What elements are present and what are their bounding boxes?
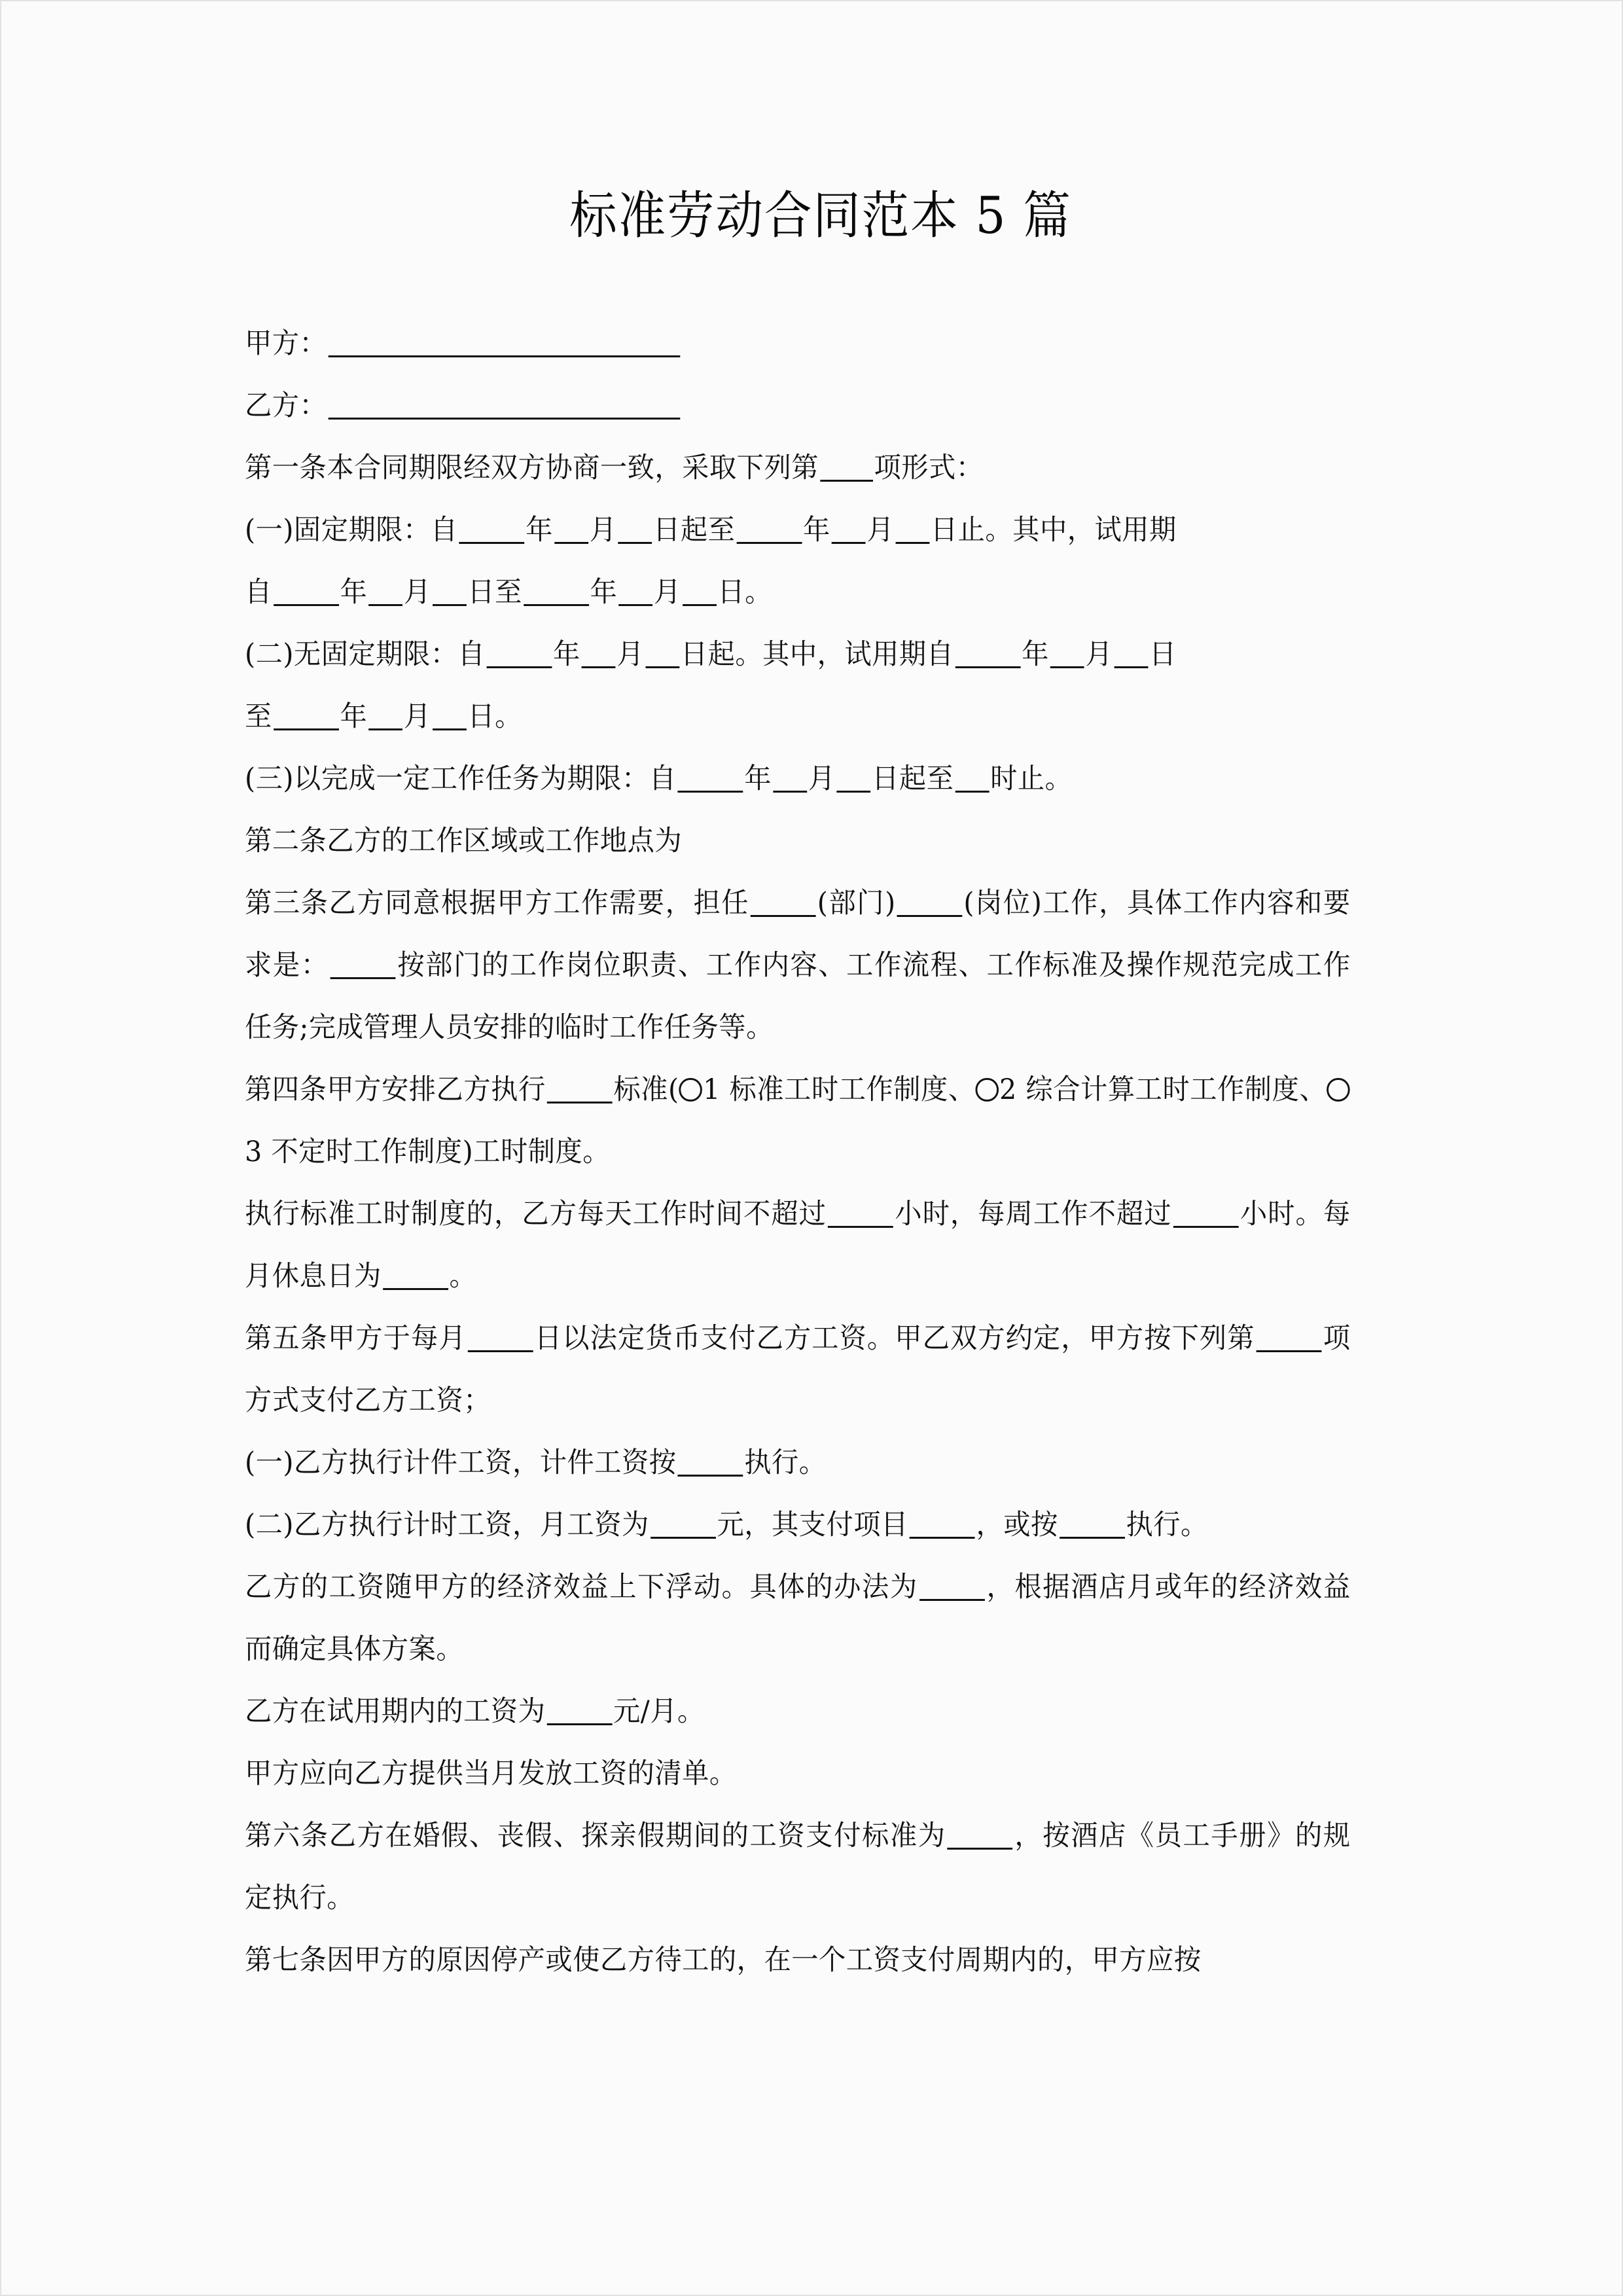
article-3-post-blank[interactable] xyxy=(897,888,963,917)
article-4-s2: 标准( xyxy=(613,1073,679,1106)
article-4-opt3-num: 3 xyxy=(245,1135,262,1168)
item-3-s2: 年 xyxy=(744,762,772,795)
article-5-item2-s4: 执行。 xyxy=(1126,1508,1208,1541)
item-1-month-blank[interactable] xyxy=(554,515,588,544)
probation-s1: 乙方在试用期内的工资为 xyxy=(245,1695,546,1728)
article-6-s1: 第六条乙方在婚假、丧假、探亲假期间的工资支付标准为 xyxy=(245,1819,946,1852)
item-2-day2-blank[interactable] xyxy=(1114,639,1148,668)
article-1-item-2-line2 xyxy=(245,686,1351,748)
article-5-item2-s3: ，或按 xyxy=(976,1508,1058,1541)
article-1-option-blank[interactable] xyxy=(820,453,873,482)
item-2-month-blank[interactable] xyxy=(582,639,616,668)
pay-items-blank[interactable] xyxy=(910,1510,975,1539)
item-2-s7: 日 xyxy=(1149,637,1177,671)
article-1-lead-after: 项形式： xyxy=(874,451,984,484)
article-1-lead xyxy=(245,437,1351,499)
article-5-payslip: 甲方应向乙方提供当月发放工资的清单。 xyxy=(245,1757,737,1790)
article-4 xyxy=(245,1059,1351,1183)
circle-option-icon[interactable] xyxy=(679,1078,702,1102)
item-2-l2-year-blank[interactable] xyxy=(274,702,339,730)
article-4-opt2-text: 综合计算工时工作制度、 xyxy=(1016,1073,1327,1106)
item-1-l2-year2-blank[interactable] xyxy=(524,577,589,606)
article-4-opt1-text: 标准工时工作制度、 xyxy=(720,1073,976,1106)
article-5-item1-s2: 执行。 xyxy=(744,1446,827,1479)
item-1-l2-s6: 月 xyxy=(653,575,681,609)
article-4-p2-s2: 小时，每周工作不超过 xyxy=(894,1197,1172,1230)
item-1-s5: 年 xyxy=(803,513,830,547)
article-3-content-blank[interactable] xyxy=(330,950,396,979)
item-1-s3: 月 xyxy=(589,513,617,547)
item-1-l2-year-blank[interactable] xyxy=(274,577,339,606)
article-5-s1: 第五条甲方于每月 xyxy=(245,1321,467,1355)
probation-wage-blank[interactable] xyxy=(546,1696,612,1725)
article-1-item-1-line2 xyxy=(245,562,1351,624)
item-1-s2: 年 xyxy=(526,513,553,547)
article-5-item-2 xyxy=(245,1494,1351,1556)
item-2-prefix: (二)无固定期限 xyxy=(245,637,431,671)
item-3-s5: 时止。 xyxy=(990,762,1073,795)
item-1-l2-day2-blank[interactable] xyxy=(683,577,717,606)
party-b-blank[interactable] xyxy=(328,391,680,420)
article-3 xyxy=(245,872,1351,1059)
item-3-s4: 日起至 xyxy=(872,762,954,795)
circle-option-icon[interactable] xyxy=(976,1078,999,1102)
article-4-p2-s4: 。 xyxy=(449,1259,477,1293)
article-3-s4: 按部门的工作岗位职责、工作内容、工作流程、工作标准及操作规范完成工作任务;完成管理人员安排的临时工作任务等。 xyxy=(245,948,1351,1044)
article-4-s1: 第四条甲方安排乙方执行 xyxy=(245,1073,546,1106)
article-5 xyxy=(245,1308,1351,1432)
pay-basis-blank[interactable] xyxy=(1060,1510,1125,1539)
article-4-standard-blank[interactable] xyxy=(547,1075,613,1103)
article-3-s1: 第三条乙方同意根据甲方工作需要，担任 xyxy=(245,886,750,920)
article-5-float xyxy=(245,1556,1351,1681)
party-a-label: 甲方： xyxy=(245,327,327,360)
item-3-day-blank[interactable] xyxy=(836,764,870,793)
item-1-l2-s7: 日。 xyxy=(717,575,772,609)
article-4-p2-s3: 小时。每月休息日为 xyxy=(245,1197,1351,1293)
item-2-s2: 年 xyxy=(552,637,580,671)
item-2-s3: 月 xyxy=(616,637,645,671)
item-2-l2-s4: 日。 xyxy=(467,700,522,733)
party-b-label: 乙方： xyxy=(245,389,327,422)
item-1-l2-s5: 年 xyxy=(590,575,618,609)
item-2-l2-day-blank[interactable] xyxy=(433,702,467,730)
item-1-l2-s3: 月 xyxy=(403,575,431,609)
article-3-s2: (部门) xyxy=(817,886,896,920)
item-2-s6: 月 xyxy=(1085,637,1113,671)
item-1-month2-blank[interactable] xyxy=(832,515,866,544)
item-2-s4: 日起。其中，试用期自 xyxy=(680,637,954,671)
item-1-l2-s4: 日至 xyxy=(467,575,522,609)
article-5-s3: 项方式支付乙方工资； xyxy=(245,1321,1351,1417)
item-3-year-blank[interactable] xyxy=(678,764,743,793)
article-6 xyxy=(245,1805,1351,1929)
item-2-s1: ：自 xyxy=(430,637,486,671)
item-1-day2-blank[interactable] xyxy=(895,515,929,544)
item-2-month2-blank[interactable] xyxy=(1050,639,1084,668)
article-5-item2-s1: (二)乙方执行计时工资，月工资为 xyxy=(245,1508,649,1541)
item-1-year2-blank[interactable] xyxy=(736,515,802,544)
document-body xyxy=(245,1,1397,1992)
article-6-s2: ，按酒店《员工手册》的规定执行。 xyxy=(245,1819,1351,1914)
page-title: 标准劳动合同范本 5 篇 xyxy=(569,187,1072,245)
daily-hours-blank[interactable] xyxy=(828,1199,893,1228)
rest-days-blank[interactable] xyxy=(383,1261,448,1290)
article-7: 第七条因甲方的原因停产或使乙方待工的，在一个工资支付周期内的，甲方应按 xyxy=(245,1943,1202,1977)
item-1-s4: 日起至 xyxy=(653,513,736,547)
circle-option-icon[interactable] xyxy=(1327,1078,1349,1102)
pay-method-blank[interactable] xyxy=(1257,1323,1322,1352)
article-5-item1-s1: (一)乙方执行计件工资，计件工资按 xyxy=(245,1446,677,1479)
item-2-year-blank[interactable] xyxy=(486,639,552,668)
article-1-lead-before: 第一条本合同期限经双方协商一致，采取下列第 xyxy=(245,451,819,484)
item-3-time-blank[interactable] xyxy=(955,764,989,793)
item-1-l2-month2-blank[interactable] xyxy=(618,577,652,606)
item-2-year2-blank[interactable] xyxy=(955,639,1020,668)
item-1-l2-day-blank[interactable] xyxy=(433,577,467,606)
item-3-s3: 月 xyxy=(808,762,836,795)
item-1-day-blank[interactable] xyxy=(618,515,652,544)
party-a-blank[interactable] xyxy=(328,329,680,357)
item-2-s5: 年 xyxy=(1022,637,1049,671)
item-3-month-blank[interactable] xyxy=(773,764,807,793)
item-1-year-blank[interactable] xyxy=(459,515,524,544)
article-3-dept-blank[interactable] xyxy=(751,888,816,917)
article-5-float-s1: 乙方的工资随甲方的经济效益上下浮动。具体的办法为 xyxy=(245,1570,918,1604)
article-4-p2-s1: 执行标准工时制度的，乙方每天工作时间不超过 xyxy=(245,1197,827,1230)
probation-s2: 元/月。 xyxy=(613,1695,705,1728)
payday-blank[interactable] xyxy=(468,1323,533,1352)
party-a-line xyxy=(245,313,1351,375)
article-5-probation-wage xyxy=(245,1681,1351,1743)
article-1-item-3 xyxy=(245,748,1351,810)
article-3-s3: (岗位)工作，具体工作内容和要求是： xyxy=(245,886,1351,982)
weekly-hours-blank[interactable] xyxy=(1173,1199,1239,1228)
item-1-s6: 月 xyxy=(866,513,895,547)
article-1-item-1 xyxy=(245,499,1351,562)
item-2-l2-s2: 年 xyxy=(340,700,368,733)
item-1-l2-month-blank[interactable] xyxy=(368,577,402,606)
float-method-blank[interactable] xyxy=(919,1572,985,1601)
contract-body xyxy=(245,313,1397,1992)
article-5-item2-s2: 元，其支付项目 xyxy=(717,1508,908,1541)
party-b-line xyxy=(245,375,1351,437)
article-5-float-s2: ，根据酒店月或年的经济效益而确定具体方案。 xyxy=(245,1570,1351,1666)
article-1-item-2 xyxy=(245,624,1351,686)
item-1-l2-s2: 年 xyxy=(340,575,368,609)
item-1-prefix: (一)固定期限 xyxy=(245,513,403,547)
item-2-l2-s1: 至 xyxy=(245,700,272,733)
item-3-prefix: (三)以完成一定工作任务为期限：自 xyxy=(245,762,677,795)
piece-rate-blank[interactable] xyxy=(678,1448,743,1477)
item-2-l2-month-blank[interactable] xyxy=(368,702,402,730)
article-4-opt1-num: 1 xyxy=(703,1073,721,1106)
leave-wage-blank[interactable] xyxy=(947,1821,1012,1850)
article-4-opt2-num: 2 xyxy=(999,1073,1017,1106)
item-1-s1: ：自 xyxy=(402,513,458,547)
article-5-s2: 日以法定货币支付乙方工资。甲乙双方约定，甲方按下列第 xyxy=(534,1321,1255,1355)
monthly-wage-blank[interactable] xyxy=(651,1510,716,1539)
item-1-s7: 日止。其中，试用期 xyxy=(930,513,1177,547)
article-4-hours xyxy=(245,1183,1351,1308)
item-2-day-blank[interactable] xyxy=(645,639,679,668)
item-2-l2-s3: 月 xyxy=(403,700,431,733)
article-2: 第二条乙方的工作区域或工作地点为 xyxy=(245,824,683,857)
article-5-item-1 xyxy=(245,1432,1351,1494)
article-4-opt3-text: 不定时工作制度)工时制度。 xyxy=(262,1135,611,1168)
item-1-l2-s1: 自 xyxy=(245,575,272,609)
